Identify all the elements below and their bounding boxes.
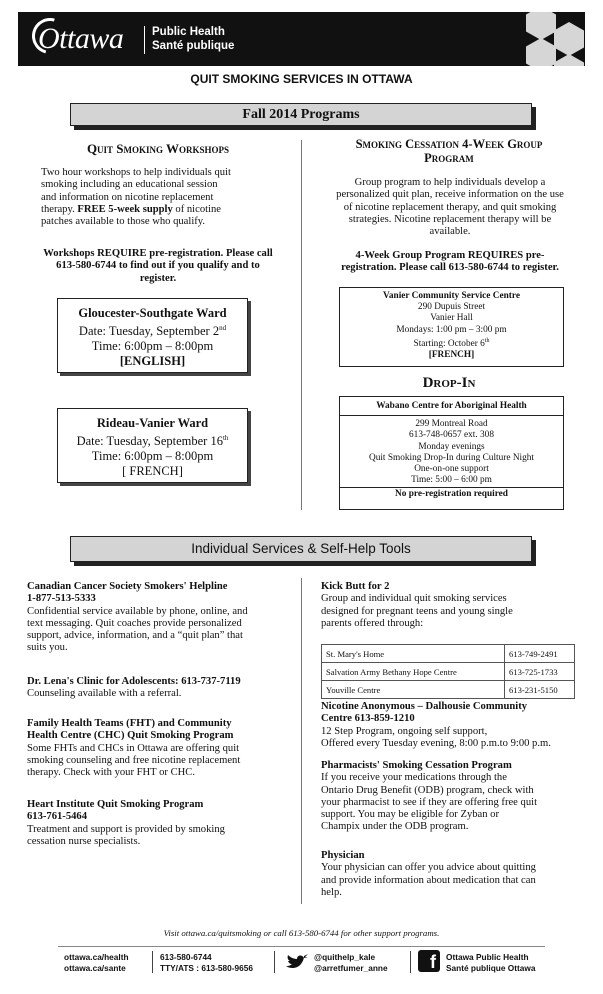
footer-phone: 613-580-6744 xyxy=(160,952,212,962)
na-title: Centre 613-859-1210 xyxy=(321,713,415,725)
footer-phones xyxy=(160,952,253,973)
text-line: smoking including an educational session xyxy=(41,179,218,191)
text-line: If you receive your medications through the xyxy=(321,772,507,784)
twitter-bird-icon[interactable] xyxy=(284,952,310,972)
footer-divider xyxy=(58,946,545,947)
text-line: of nicotine replacement therapy, and quit smoking xyxy=(343,201,557,213)
text-line xyxy=(41,204,291,216)
centre-address: 290 Dupuis Street xyxy=(417,302,486,313)
fht-section xyxy=(27,718,299,779)
centre-hours: Mondays: 1:00 pm – 3:00 pm xyxy=(396,324,507,335)
web-link-en[interactable]: ottawa.ca/health xyxy=(64,952,129,962)
dropin-program: Quit Smoking Drop-In during Culture Night xyxy=(368,452,534,463)
text-line: Group program to help individuals develop a xyxy=(354,177,546,188)
text-line: 4-Week Group Program REQUIRES pre- xyxy=(355,250,545,261)
text-line: support. You may be eligible for Zyban or xyxy=(321,809,500,821)
text-line: 12 Step Program, ongoing self support, xyxy=(321,725,488,737)
heading-line: Smoking Cessation 4-Week Group xyxy=(355,137,543,151)
text-line: personalized quit plan, receive information on the use xyxy=(336,189,564,201)
text-line: Some FHTs and CHCs in Ottawa are offering quit xyxy=(27,742,240,754)
text-line: 613-580-6744 to find out if you qualify and to xyxy=(56,260,260,272)
fht-title: Family Health Teams (FHT) and Community xyxy=(27,718,232,729)
facebook-name-fr[interactable]: Santé publique Ottawa xyxy=(446,962,536,973)
footer-separator xyxy=(410,951,411,973)
centre-hall: Vanier Hall xyxy=(430,313,473,324)
footer-note: Visit ottawa.ca/quitsmoking or call 613-580-6744 for other support programs. xyxy=(163,928,440,938)
centre-start xyxy=(340,336,563,350)
table-cell-place: Salvation Army Bethany Hope Centre xyxy=(322,663,505,681)
footer-separator xyxy=(152,951,153,973)
footer-websites xyxy=(64,952,129,973)
column-divider xyxy=(301,578,302,904)
date-suffix: nd xyxy=(219,324,227,332)
org-fr: Santé publique xyxy=(152,40,235,52)
table-row xyxy=(322,645,575,663)
kick-butt-table xyxy=(321,644,575,699)
footer-tty: TTY/ATS : 613-580-9656 xyxy=(160,962,253,973)
dropin-support: One-on-one support xyxy=(414,464,489,475)
dropin-time: Time: 5:00 – 6:00 pm xyxy=(411,475,492,486)
vanier-centre-box xyxy=(339,287,564,367)
text-line: parents offered through: xyxy=(321,617,424,629)
footer-twitter xyxy=(314,952,388,973)
dropin-address: 299 Montreal Road xyxy=(415,419,488,430)
twitter-handle-en[interactable]: @quithelp_kale xyxy=(314,952,376,962)
text-line: text messaging. Quit coaches provide personalized xyxy=(27,617,242,629)
ward-box-rideau xyxy=(57,408,248,483)
hexagon-decoration xyxy=(526,12,556,40)
text-line: Offered every Tuesday evening, 8:00 p.m.to 9:00 p.m. xyxy=(321,737,551,749)
hexagon-decoration xyxy=(554,54,584,66)
text-line: strategies. Nicotine replacement therapy will be xyxy=(348,213,552,225)
ward-language: [ FRENCH] xyxy=(122,464,183,479)
lena-phone: : 613-737-7119 xyxy=(175,676,241,687)
heart-institute-section xyxy=(27,799,299,848)
heart-title: Heart Institute Quit Smoking Program xyxy=(27,799,204,810)
org-en: Public Health xyxy=(152,26,225,38)
pharm-title: Pharmacists' Smoking Cessation Program xyxy=(321,760,512,771)
table-cell-place: Youville Centre xyxy=(322,681,505,699)
text-line: and information on nicotine replacement xyxy=(41,191,214,203)
text-line: Two hour workshops to help individuals quit xyxy=(41,167,231,178)
ward-language: [ENGLISH] xyxy=(119,354,186,369)
text-line: suits you. xyxy=(27,642,68,654)
header-bar xyxy=(18,12,585,66)
centre-name: Vanier Community Service Centre xyxy=(383,291,520,301)
date-text: Date: Tuesday, September 2 xyxy=(78,324,220,339)
individual-services-banner: Individual Services & Self-Help Tools xyxy=(70,536,532,562)
ward-box-gloucester xyxy=(57,298,248,373)
lena-clinic-section xyxy=(27,676,299,701)
group-program-heading xyxy=(310,137,588,165)
phys-title: Physician xyxy=(321,850,365,861)
dropin-details xyxy=(340,416,563,486)
ward-name: Gloucester-Southgate Ward xyxy=(78,306,227,320)
heart-phone: 613-761-5464 xyxy=(27,811,88,823)
facebook-icon[interactable]: f xyxy=(418,950,440,972)
text-line: designed for pregnant teens and young single xyxy=(321,605,513,617)
text-line: patches available to those who qualify. xyxy=(41,216,206,228)
ward-name: Rideau-Vanier Ward xyxy=(96,416,209,430)
date-text: Date: Tuesday, September 16 xyxy=(76,434,223,449)
text-span: therapy. xyxy=(41,203,75,215)
centre-language: [FRENCH] xyxy=(428,350,475,361)
free-supply-text: FREE 5-week supply xyxy=(77,203,173,215)
group-registration-note xyxy=(310,250,590,275)
text-line: Counseling available with a referral. xyxy=(27,688,182,700)
text-line: available. xyxy=(429,226,471,238)
text-line: Champix under the ODB program. xyxy=(321,821,469,833)
lena-title xyxy=(27,676,299,688)
text-line: your pharmacist to see if they are offering free quit xyxy=(321,796,538,808)
kick-butt-section xyxy=(321,581,583,630)
heading-line: Program xyxy=(424,151,474,165)
facebook-name-en[interactable]: Ottawa Public Health xyxy=(446,952,529,962)
date-suffix: th xyxy=(222,434,229,442)
text-line: therapy. Check with your FHT or CHC. xyxy=(27,767,196,779)
text-line: register. xyxy=(139,272,177,284)
helpline-phone: 1-877-513-5333 xyxy=(27,593,96,605)
ward-date xyxy=(58,321,247,339)
header-org-name xyxy=(152,25,234,53)
pharmacists-section xyxy=(321,760,583,834)
footer-separator xyxy=(274,951,275,973)
workshops-registration-note xyxy=(18,248,298,285)
text-line: cessation nurse specialists. xyxy=(27,835,141,847)
kick-title: Kick Butt for 2 xyxy=(321,581,390,592)
text-line: help. xyxy=(321,886,342,898)
ward-time: Time: 6:00pm – 8:00pm xyxy=(91,449,214,464)
table-cell-phone: 613-725-1733 xyxy=(505,663,575,681)
dropin-heading: Drop-In xyxy=(422,375,476,391)
dropin-note: No pre-registration required xyxy=(340,487,563,500)
text-line: Ontario Drug Benefit (ODB) program, check with xyxy=(321,784,534,796)
na-title: Nicotine Anonymous – Dalhousie Community xyxy=(321,701,528,712)
ottawa-logo: Ottawa xyxy=(38,22,124,55)
fall-programs-banner: Fall 2014 Programs xyxy=(70,103,532,126)
workshops-heading: Quit Smoking Workshops xyxy=(86,141,230,156)
ward-date xyxy=(58,431,247,449)
lena-name: Dr. Lena's Clinic for Adolescents xyxy=(27,676,176,687)
column-divider xyxy=(301,140,302,510)
table-row xyxy=(322,663,575,681)
footer-facebook xyxy=(446,952,535,973)
text-line: Confidential service available by phone, online, and xyxy=(27,605,248,617)
text-line: support, advice, information, and a “quit plan” that xyxy=(27,630,243,642)
dropin-phone: 613-748-0657 ext. 308 xyxy=(409,430,494,441)
text-span: of nicotine xyxy=(175,203,222,215)
hexagon-decoration xyxy=(554,22,584,56)
text-line: and provide information about medication that can xyxy=(321,874,536,886)
dropin-when: Monday evenings xyxy=(418,441,485,452)
hexagon-decoration xyxy=(526,38,556,66)
web-link-fr[interactable]: ottawa.ca/sante xyxy=(64,962,126,973)
text-line: Your physician can offer you advice about quitting xyxy=(321,862,536,874)
helpline-section xyxy=(27,581,299,655)
table-cell-phone: 613-231-5150 xyxy=(505,681,575,699)
nicotine-anonymous-section xyxy=(321,701,591,750)
workshops-description xyxy=(41,167,291,228)
header-divider xyxy=(144,26,145,54)
text-line: smoking counseling and free nicotine replacement xyxy=(27,754,241,766)
twitter-handle-fr[interactable]: @arretfumer_anne xyxy=(314,962,388,973)
helpline-title: Canadian Cancer Society Smokers' Helpline xyxy=(27,581,228,592)
text-line: Group and individual quit smoking services xyxy=(321,593,507,605)
group-program-description xyxy=(310,177,590,238)
wabano-centre-box xyxy=(339,396,564,510)
table-cell-place: St. Mary's Home xyxy=(322,645,505,663)
table-row xyxy=(322,681,575,699)
physician-section xyxy=(321,850,583,899)
start-suffix: th xyxy=(484,337,490,344)
text-line: Workshops REQUIRE pre-registration. Please call xyxy=(43,248,273,259)
fht-title: Health Centre (CHC) Quit Smoking Program xyxy=(27,730,234,742)
start-text: Starting: October 6 xyxy=(413,338,485,349)
text-line: registration. Please call 613-580-6744 to register. xyxy=(341,262,559,274)
dropin-centre-name: Wabano Centre for Aboriginal Health xyxy=(340,397,563,416)
page-title: QUIT SMOKING SERVICES IN OTTAWA xyxy=(190,72,413,86)
text-line: Treatment and support is provided by smoking xyxy=(27,823,225,835)
ward-time: Time: 6:00pm – 8:00pm xyxy=(91,339,214,354)
table-cell-phone: 613-749-2491 xyxy=(505,645,575,663)
